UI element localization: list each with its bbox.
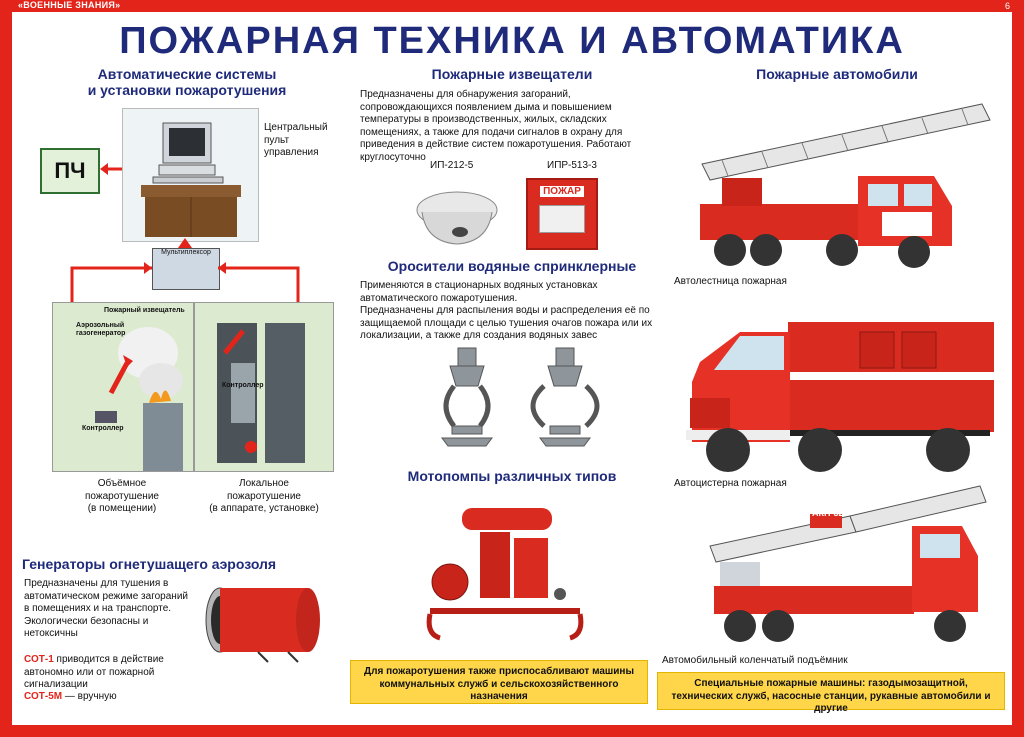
multiplexer-label: Мультиплексор (161, 249, 211, 256)
vehicles-note-box: Специальные пожарные машины: газодымозащитной, технических служб, насосные станции, рукавные автомобили и другие (657, 672, 1005, 710)
aerosol-generator-illustration (198, 584, 338, 664)
tanker-truck-image (680, 302, 1000, 480)
detector-model-2: ИПР-513-3 (547, 160, 597, 171)
controller-label-1: Контроллер (82, 425, 124, 432)
lift-truck-caption: Автомобильный коленчатый подъёмник (662, 655, 848, 666)
aerosol-heading: Генераторы огнетушащего аэрозоля (22, 556, 277, 572)
auto-systems-heading: Автоматические системы и установки пожаротушения (87, 66, 287, 98)
series-tag: «ВОЕННЫЕ ЗНАНИЯ» (18, 0, 121, 10)
volume-extinguishing-caption: Объёмное пожаротушение (в помещении) (85, 478, 159, 514)
sot1-text: приводится в действие автономно или от пожарной сигнализации (24, 654, 164, 690)
lift-truck-marking: АКП-32 (812, 508, 844, 518)
sprinklers-text-1: Применяются в стационарных водяных установках автоматического пожаротушения. (360, 280, 598, 304)
aerosol-generator-label: Аэрозольный газогенератор (76, 322, 126, 337)
local-room-illustration (194, 302, 334, 472)
ladder-truck-image (682, 94, 1004, 274)
local-extinguishing-caption: Локальное пожаротушение (в аппарате, установке) (209, 478, 319, 514)
sprinklers-image (424, 346, 624, 450)
pumps-heading: Мотопомпы различных типов (407, 468, 617, 484)
lift-truck-image (680, 476, 1002, 646)
manual-call-point-image (526, 178, 598, 250)
sprinklers-heading: Оросители водяные спринклерные (387, 258, 637, 274)
detector-model-1: ИП-212-5 (430, 160, 474, 171)
sot5-name: СОТ-5М (24, 691, 63, 702)
poster-content (12, 12, 1012, 725)
page-number: 6 (1004, 1, 1010, 11)
sot5-text: — вручную (64, 691, 117, 702)
ladder-truck-caption: Автолестница пожарная (674, 276, 787, 287)
sot1-name: СОТ-1 (24, 654, 54, 665)
aerosol-text: Предназначены для тушения в автоматическом режиме загораний в помещениях и на транспорте. Экологически безопасны и нетоксичны (24, 578, 188, 639)
sprinklers-text-2: Предназначены для распыления воды и распределения её по защищаемой площади с целью тушения очагов пожара или их локализации, а также для создания водяных завес (360, 305, 653, 341)
motor-pump-image (420, 498, 590, 648)
arrow-up-console (178, 238, 192, 250)
sot1-line (24, 654, 194, 692)
tanker-truck-caption: Автоцистерна пожарная (674, 478, 787, 489)
console-label: Центральный пульт управления (264, 122, 328, 158)
arrow-to-station (100, 162, 124, 176)
pumps-note-box: Для пожаротушения также приспосабливают машины коммунальных служб и сельскохозяйственного назначения (350, 660, 648, 704)
detectors-heading: Пожарные извещатели (431, 66, 593, 82)
manual-call-point-label: ПОЖАР (540, 186, 584, 197)
detectors-text: Предназначены для обнаружения загораний, сопровождающихся появлением дыма и повышением температуры в производственных, жилых, складских помещениях, а также для подачи сигналов в охрану для приведения в действие систем пожаротушения. Работают круглосуточно (360, 89, 632, 163)
smoke-detector-image (412, 180, 502, 250)
smoke-detector-label: Пожарный извещатель (104, 307, 185, 314)
console-illustration (122, 108, 259, 242)
page-title: ПОЖАРНАЯ ТЕХНИКА И АВТОМАТИКА (119, 20, 905, 62)
sot5-line (24, 691, 194, 704)
vehicles-heading: Пожарные автомобили (756, 66, 918, 82)
fire-station-box: ПЧ (40, 148, 100, 194)
controller-label-2: Контроллер (222, 382, 264, 389)
